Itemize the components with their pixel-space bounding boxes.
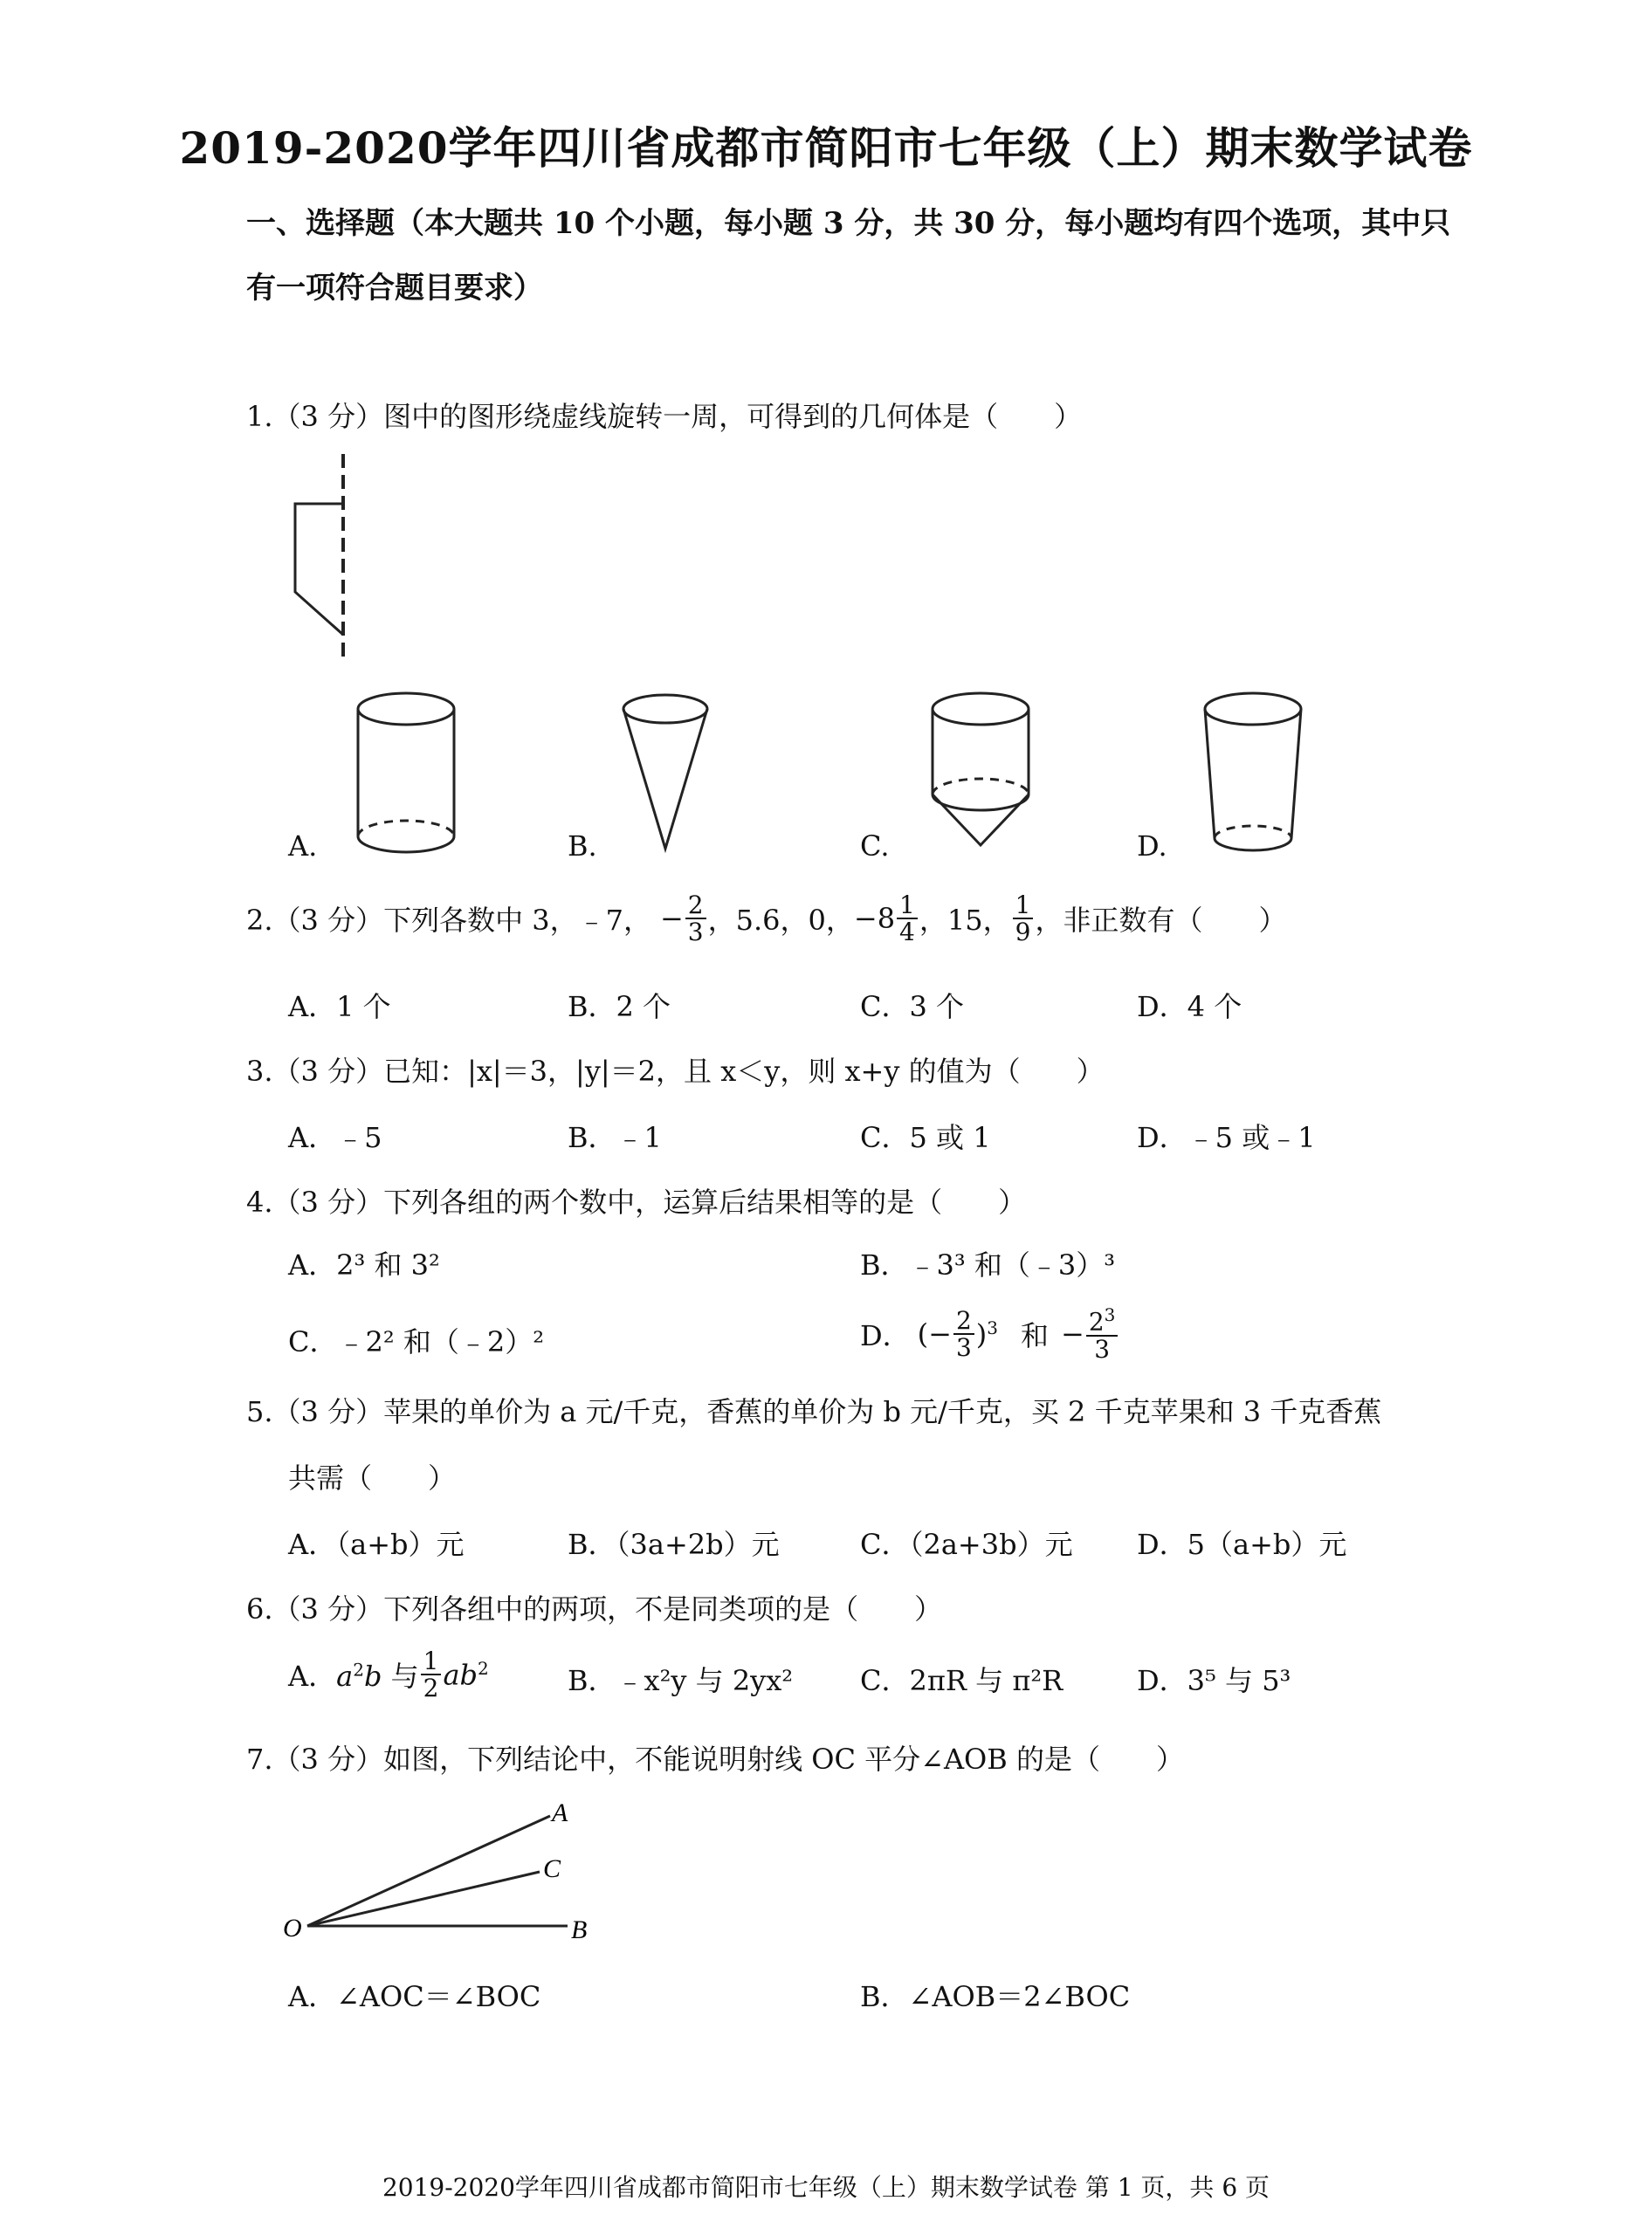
q1-option-d-label: D. [1137, 829, 1167, 863]
question-4: 4.（3 分）下列各组的两个数中，运算后结果相等的是（ ） [246, 1186, 1027, 1219]
q1-option-b-cone [620, 690, 716, 856]
q3-option-b: B．﹣1 [568, 1121, 662, 1154]
page-footer: 2019-2020学年四川省成都市简阳市七年级（上）期末数学试卷 第 1 页，共 6 页 [382, 2173, 1270, 2202]
q6-option-b: B．﹣x²y 与 2yx² [568, 1664, 794, 1697]
q2-fraction-1-sign: − [659, 902, 684, 936]
q1-option-c-label: C. [860, 829, 890, 863]
q2-prefix: 2.（3 分）下列各数中 3，﹣7， [246, 904, 651, 938]
q7-option-a: A．∠AOC＝∠BOC [288, 1980, 541, 2013]
question-7: 7.（3 分）如图，下列结论中，不能说明射线 OC 平分∠AOB 的是（ ） [246, 1743, 1184, 1776]
q4-option-d-and: 和 [1021, 1319, 1050, 1353]
q1-rotation-figure [288, 454, 358, 664]
q2-option-a: A．1 个 [288, 990, 391, 1023]
page-title: 2019-2020学年四川省成都市简阳市七年级（上）期末数学试卷 [179, 122, 1473, 174]
q2-fraction-1-numerator: 2 [685, 892, 706, 919]
q2-option-c: C．3 个 [860, 990, 965, 1023]
question-1: 1.（3 分）图中的图形绕虚线旋转一周，可得到的几何体是（ ） [246, 400, 1083, 433]
question-3: 3.（3 分）已知：|x|＝3，|y|＝2，且 x＜y，则 x+y 的值为（ ） [246, 1055, 1105, 1088]
q3-option-a: A．﹣5 [288, 1121, 382, 1154]
q2-fraction-2 [897, 892, 918, 946]
q3-option-d: D．﹣5 或﹣1 [1137, 1121, 1316, 1154]
question-5-line1: 5.（3 分）苹果的单价为 a 元/千克，香蕉的单价为 b 元/千克，买 2 千克苹果和 3 千克香蕉 [246, 1395, 1382, 1428]
q4-option-b: B．﹣3³ 和（﹣3）³ [860, 1248, 1116, 1282]
q7-angle-figure [279, 1798, 594, 1947]
section-heading-line2: 有一项符合题目要求） [246, 271, 543, 306]
q2-fraction-2-denominator: 4 [899, 918, 915, 947]
q2-fraction-1 [685, 892, 706, 946]
q7-option-b: B．∠AOB＝2∠BOC [860, 1980, 1131, 2013]
q2-fraction-2-numerator: 1 [897, 892, 918, 919]
q3-option-c: C．5 或 1 [860, 1121, 991, 1154]
q4-option-a: A．2³ 和 3² [288, 1248, 440, 1282]
q5-option-a: A．（a+b）元 [288, 1528, 465, 1561]
q7-label-o: O [283, 1914, 302, 1943]
q1-option-b-label: B. [568, 829, 597, 863]
q4-option-d-label: D． [860, 1319, 911, 1353]
q6-option-c: C．2πR 与 π²R [860, 1664, 1063, 1697]
question-2 [246, 892, 1286, 946]
q5-option-c: C．（2a+3b）元 [860, 1528, 1073, 1561]
q6-option-d: D．3⁵ 与 5³ [1137, 1664, 1291, 1697]
q2-option-b: B．2 个 [568, 990, 671, 1023]
q2-fraction-3-numerator: 1 [1013, 892, 1034, 919]
q4-option-d: D． (− $\frac{2}{3}$ )$^3$ 和 − $\frac{2^3}{3}$ [860, 1306, 1119, 1362]
q5-option-b: B．（3a+2b）元 [568, 1528, 780, 1561]
q4-d-fraction-1: $\frac{2}{3}$ [953, 1308, 974, 1361]
q1-option-c-cylinder-cone [928, 690, 1042, 856]
q7-label-c: C [543, 1854, 561, 1883]
q7-label-b: B [571, 1915, 588, 1944]
question-6: 6.（3 分）下列各组中的两项，不是同类项的是（ ） [246, 1592, 943, 1626]
q2-mid2: ，15， [919, 904, 1011, 938]
q2-suffix: ，非正数有（ ） [1035, 904, 1287, 938]
q1-option-a-cylinder [354, 690, 467, 856]
q7-label-a: A [552, 1798, 568, 1827]
q2-mid: ，5.6，0， [707, 904, 854, 938]
q6-a-fraction: $\frac{1}{2}$ [421, 1648, 442, 1702]
q6-option-a: A． $a^2b$ 与 $\frac{1}{2}$ $ab^2$ [288, 1647, 489, 1703]
q1-option-a-label: A. [288, 829, 318, 863]
q2-option-d: D．4 个 [1137, 990, 1242, 1023]
q2-fraction-2-whole: −8 [853, 902, 896, 936]
q4-option-c: C．﹣2² 和（﹣2）² [288, 1325, 545, 1358]
q4-d-fraction-2: $\frac{2^3}{3}$ [1086, 1306, 1119, 1362]
q2-fraction-3 [1013, 892, 1034, 946]
q6-option-a-label: A． [288, 1660, 337, 1694]
q5-option-d: D．5（a+b）元 [1137, 1528, 1347, 1561]
q2-fraction-3-denominator: 9 [1015, 918, 1031, 947]
question-5-line2: 共需（ ） [288, 1461, 457, 1495]
q1-option-d-frustum [1201, 690, 1314, 856]
section-heading-line1: 一、选择题（本大题共 10 个小题，每小题 3 分，共 30 分，每小题均有四个选项，其中只 [246, 206, 1451, 241]
q2-fraction-1-denominator: 3 [687, 918, 704, 947]
